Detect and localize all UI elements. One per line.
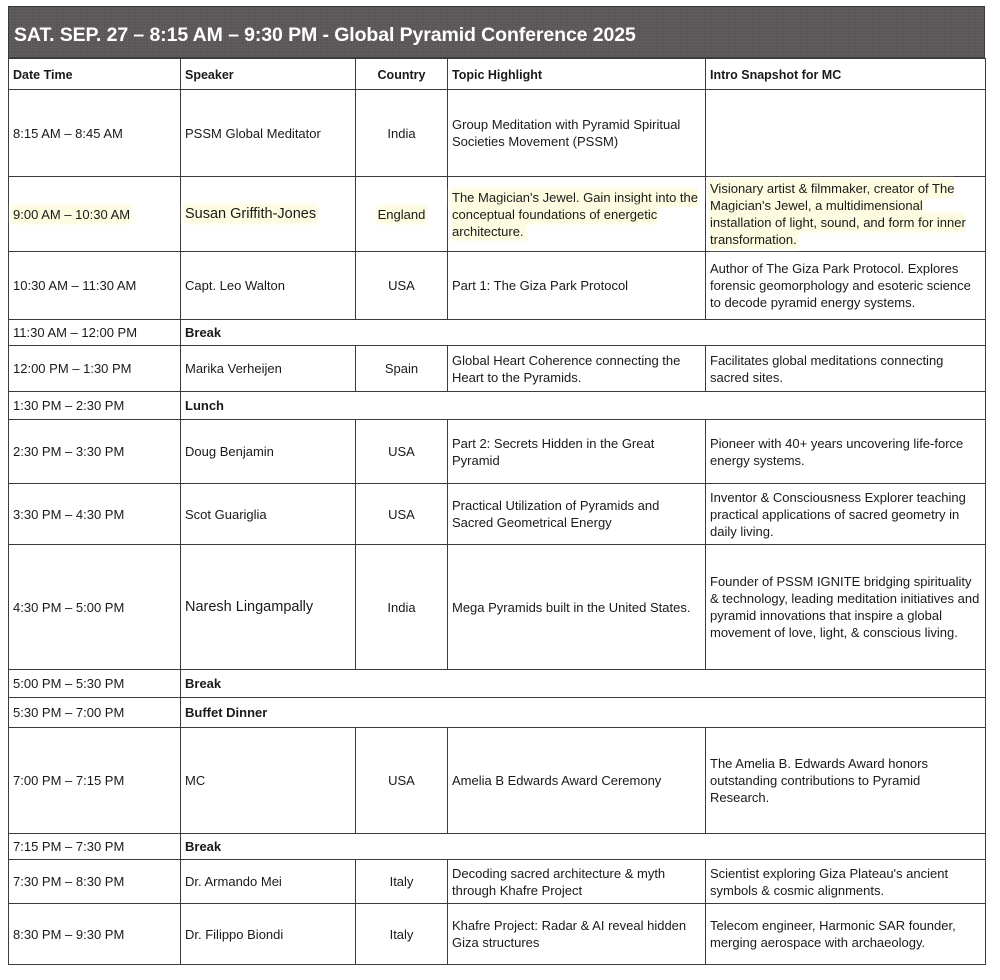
schedule-table [8,58,986,965]
highlighted-topic: The Magician's Jewel. Gain insight into the conceptual foundations of energetic architecture. [452,189,698,239]
highlighted-time: 9:00 AM – 10:30 AM [13,206,131,222]
time-cell: 7:00 PM – 7:15 PM [9,728,181,834]
intro-cell: Inventor & Consciousness Explorer teaching practical applications of sacred geometry in daily living. [706,484,986,545]
table-row [9,177,986,252]
column-header-date-time: Date Time [9,59,181,90]
topic-cell: Global Heart Coherence connecting the Heart to the Pyramids. [448,346,706,392]
time-cell [9,177,181,252]
table-row [9,904,986,965]
break-row [9,834,986,860]
break-row [9,670,986,698]
country-cell: USA [356,420,448,484]
speaker-cell: Dr. Filippo Biondi [181,904,356,965]
table-row [9,346,986,392]
country-cell: Italy [356,904,448,965]
highlighted-speaker: Susan Griffith-Jones [185,205,317,222]
speaker-cell: Dr. Armando Mei [181,860,356,904]
time-cell: 1:30 PM – 2:30 PM [9,392,181,420]
time-cell: 8:30 PM – 9:30 PM [9,904,181,965]
topic-cell: Practical Utilization of Pyramids and Sacred Geometrical Energy [448,484,706,545]
country-cell [356,177,448,252]
country-cell: USA [356,484,448,545]
speaker-cell: Marika Verheijen [181,346,356,392]
country-cell: Italy [356,860,448,904]
table-row [9,420,986,484]
table-row [9,90,986,177]
intro-cell: Author of The Giza Park Protocol. Explores forensic geomorphology and esoteric science to decode pyramid energy systems. [706,252,986,320]
time-cell: 3:30 PM – 4:30 PM [9,484,181,545]
table-row [9,728,986,834]
country-cell: Spain [356,346,448,392]
time-cell: 11:30 AM – 12:00 PM [9,320,181,346]
topic-cell: Group Meditation with Pyramid Spiritual Societies Movement (PSSM) [448,90,706,177]
table-header-row [9,59,986,90]
column-header-speaker: Speaker [181,59,356,90]
speaker-cell: MC [181,728,356,834]
break-label: Break [181,834,986,860]
break-label: Break [181,670,986,698]
table-row [9,484,986,545]
intro-cell: Scientist exploring Giza Plateau's ancient symbols & cosmic alignments. [706,860,986,904]
intro-cell: Pioneer with 40+ years uncovering life-force energy systems. [706,420,986,484]
lunch-label: Lunch [181,392,986,420]
topic-cell: Part 1: The Giza Park Protocol [448,252,706,320]
time-cell: 7:30 PM – 8:30 PM [9,860,181,904]
time-cell: 2:30 PM – 3:30 PM [9,420,181,484]
dinner-label: Buffet Dinner [181,698,986,728]
topic-cell [448,177,706,252]
intro-cell [706,90,986,177]
speaker-cell [181,177,356,252]
country-cell: USA [356,252,448,320]
intro-cell [706,177,986,252]
intro-cell: Facilitates global meditations connecting sacred sites. [706,346,986,392]
speaker-cell: Naresh Lingampally [181,545,356,670]
title-bar [8,6,985,58]
lunch-row [9,392,986,420]
speaker-cell: PSSM Global Meditator [181,90,356,177]
intro-cell: The Amelia B. Edwards Award honors outstanding contributions to Pyramid Research. [706,728,986,834]
break-label: Break [181,320,986,346]
schedule-sheet [8,6,985,965]
time-cell: 5:00 PM – 5:30 PM [9,670,181,698]
topic-cell: Amelia B Edwards Award Ceremony [448,728,706,834]
time-cell: 4:30 PM – 5:00 PM [9,545,181,670]
speaker-cell: Scot Guariglia [181,484,356,545]
intro-cell: Telecom engineer, Harmonic SAR founder, merging aerospace with archaeology. [706,904,986,965]
topic-cell: Khafre Project: Radar & AI reveal hidden Giza structures [448,904,706,965]
column-header-topic: Topic Highlight [448,59,706,90]
time-cell: 12:00 PM – 1:30 PM [9,346,181,392]
time-cell: 7:15 PM – 7:30 PM [9,834,181,860]
country-cell: India [356,545,448,670]
time-cell: 8:15 AM – 8:45 AM [9,90,181,177]
table-row [9,252,986,320]
highlighted-intro: Visionary artist & filmmaker, creator of The Magician's Jewel, a multidimensional installation of light, sound, and form for inner transformation. [710,181,966,247]
column-header-intro: Intro Snapshot for MC [706,59,986,90]
page-title: SAT. SEP. 27 – 8:15 AM – 9:30 PM - Global Pyramid Conference 2025 [14,23,636,46]
speaker-cell: Capt. Leo Walton [181,252,356,320]
break-row [9,320,986,346]
column-header-country: Country [356,59,448,90]
country-cell: India [356,90,448,177]
topic-cell: Decoding sacred architecture & myth through Khafre Project [448,860,706,904]
table-row [9,860,986,904]
topic-cell: Mega Pyramids built in the United States. [448,545,706,670]
dinner-row [9,698,986,728]
country-cell: USA [356,728,448,834]
time-cell: 10:30 AM – 11:30 AM [9,252,181,320]
highlighted-country: England [377,206,426,222]
intro-cell: Founder of PSSM IGNITE bridging spirituality & technology, leading meditation initiatives and pyramid innovations that inspire a global movement of love, light, & conscious living. [706,545,986,670]
table-row [9,545,986,670]
speaker-cell: Doug Benjamin [181,420,356,484]
time-cell: 5:30 PM – 7:00 PM [9,698,181,728]
topic-cell: Part 2: Secrets Hidden in the Great Pyramid [448,420,706,484]
